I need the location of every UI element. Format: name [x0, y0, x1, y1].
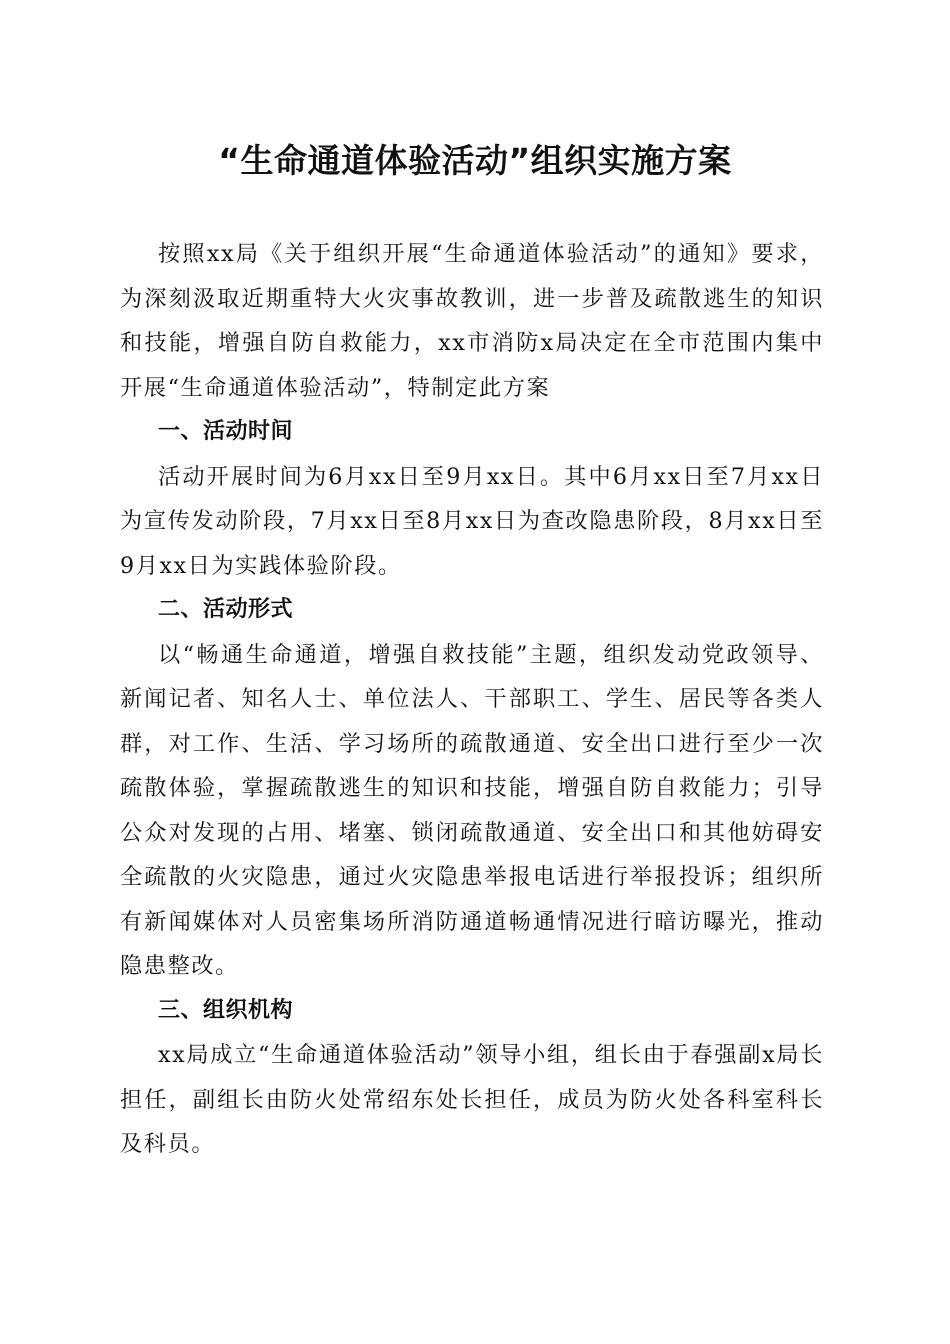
section-heading-activity-form: 二、活动形式 [158, 597, 294, 622]
section-paragraph-activity-form: 以“畅通生命通道，增强自救技能”主题，组织发动党政领导、新闻记者、知名人士、单位法人、干部职工、学生、居民等各类人群，对工作、生活、学习场所的疏散通道、安全出口进行至少一次疏散体验，掌握疏散逃生的知识和技能，增强自防自救能力；引导公众对发现的占用、堵塞、锁闭疏散通道、安全出口和其他妨碍安全疏散的火灾隐患，通过火灾隐患举报电话进行举报投诉；组织所有新闻媒体对人员密集场所消防通道畅通情况进行暗访曝光，推动隐患整改。 [120, 641, 824, 979]
section-paragraph-organization: xx局成立“生命通道体验活动”领导小组，组长由于春强副x局长担任，副组长由防火处常绍东处长担任，成员为防火处各科室科长及科员。 [120, 1042, 824, 1157]
document-title: “生命通道体验活动”组织实施方案 [218, 141, 732, 180]
document-body [120, 232, 824, 1167]
section-heading-activity-time: 一、活动时间 [158, 419, 294, 444]
section-paragraph-activity-time: 活动开展时间为6月xx日至9月xx日。其中6月xx日至7月xx日为宣传发动阶段，7月xx日至8月xx日为查改隐患阶段，8月xx日至9月xx日为实践体验阶段。 [120, 463, 824, 579]
intro-paragraph: 按照xx局《关于组织开展“生命通道体验活动”的通知》要求，为深刻汲取近期重特大火灾事故教训，进一步普及疏散逃生的知识和技能，增强自防自救能力，xx市消防x局决定在全市范围内集中开展“生命通道体验活动”，特制定此方案 [120, 241, 824, 401]
section-heading-organization: 三、组织机构 [158, 997, 294, 1023]
